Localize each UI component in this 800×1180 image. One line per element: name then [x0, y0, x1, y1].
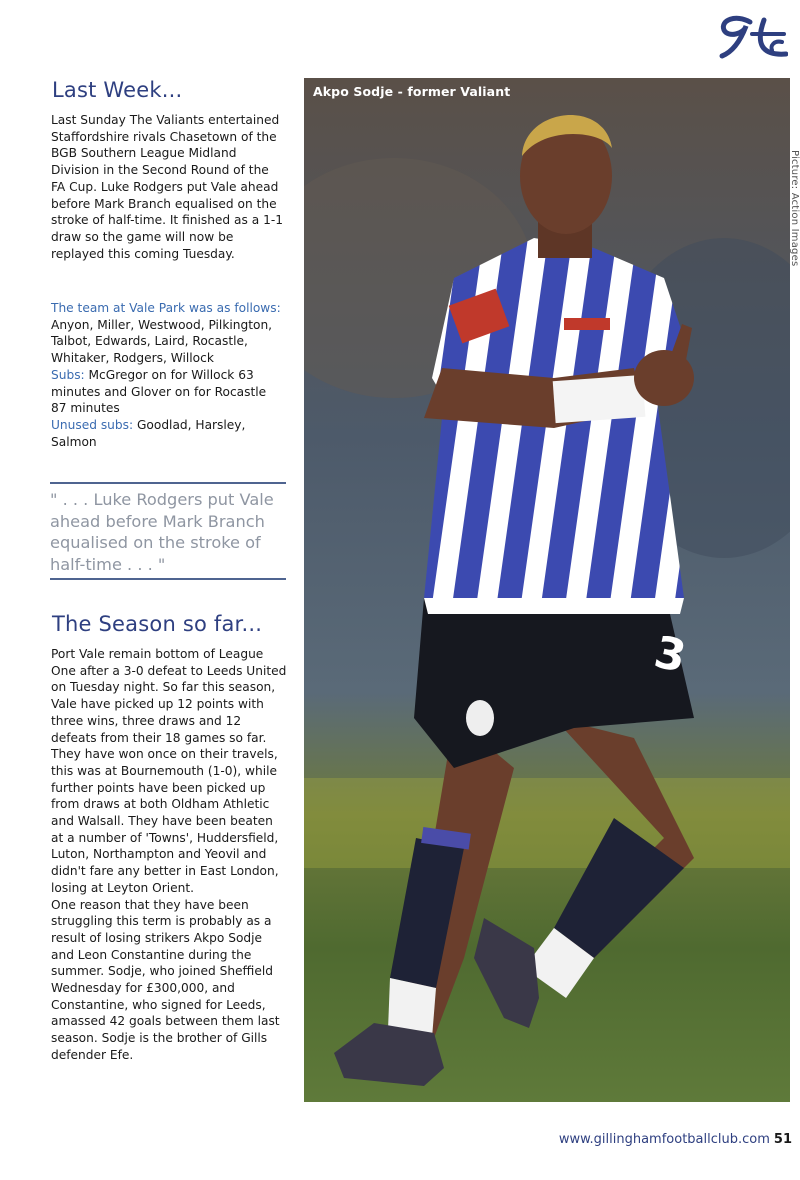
last-week-heading: Last Week...: [52, 78, 183, 102]
pull-quote: " . . . Luke Rodgers put Vale ahead before Mark Branch equalised on the stroke of half-time . . . ": [50, 490, 274, 574]
page-footer: [559, 1132, 792, 1147]
team-label: The team at Vale Park was as follows:: [51, 301, 281, 315]
season-paragraph-2: They have won once on their travels, this was at Bournemouth (1-0), while further points have been picked up from draws at both Oldham Athletic and Walsall. They have been beaten at a number of 'Towns', Huddersfield, Luton, Northampton and Yeovil and didn't fare any better in East London, losing at Leyton Orient.: [51, 747, 279, 895]
last-week-paragraph: Last Sunday The Valiants entertained Staffordshire rivals Chasetown of the BGB Southern League Midland Division in the Second Round of the FA Cup. Luke Rodgers put Vale ahead before Mark Branch equalised on the stroke of half-time. It finished as a 1-1 draw so the game will now be replayed this coming Tuesday.: [51, 113, 283, 261]
team-lineup: [51, 300, 285, 450]
unused-subs-text: Goodlad, Harsley, Salmon: [51, 417, 246, 449]
page-number: 51: [773, 1132, 792, 1147]
quote-rule-top: [50, 482, 286, 484]
photo-caption: Akpo Sodje - former Valiant: [313, 84, 511, 99]
season-paragraph-3: One reason that they have been struggling this term is probably as a result of losing strikers Akpo Sodje and Leon Constantine during the summer. Sodje, who joined Sheffield Wednesday for £300,000, and Constantine, who signed for Leeds, amassed 42 goals between them last season. Sodje is the brother of Gills defender Efe.: [51, 897, 280, 1062]
quote-rule-bottom: [50, 578, 286, 580]
player-photo: [304, 78, 790, 1102]
season-paragraph-1: Port Vale remain bottom of League One after a 3-0 defeat to Leeds United on Tuesday night. So far this season, Vale have picked up 12 points with three wins, three draws and 12 defeats from their 18 games so far.: [51, 647, 287, 745]
subs-label: Subs:: [51, 367, 85, 382]
club-logo: [716, 12, 788, 62]
footer-url[interactable]: www.gillinghamfootballclub.com: [558, 1132, 770, 1147]
season-heading: The Season so far...: [52, 612, 263, 636]
photo-credit: Picture: Action Images: [789, 150, 800, 267]
team-list: Anyon, Miller, Westwood, Pilkington, Talbot, Edwards, Laird, Rocastle, Whitaker, Rodgers, Willock: [51, 317, 273, 366]
svg-text:3: 3: [649, 626, 691, 683]
player-illustration: [304, 78, 790, 1102]
season-text: [51, 646, 287, 1064]
unused-subs-label: Unused subs:: [51, 417, 134, 432]
subs-text: McGregor on for Willock 63 minutes and Glover on for Rocastle 87 minutes: [51, 367, 267, 416]
